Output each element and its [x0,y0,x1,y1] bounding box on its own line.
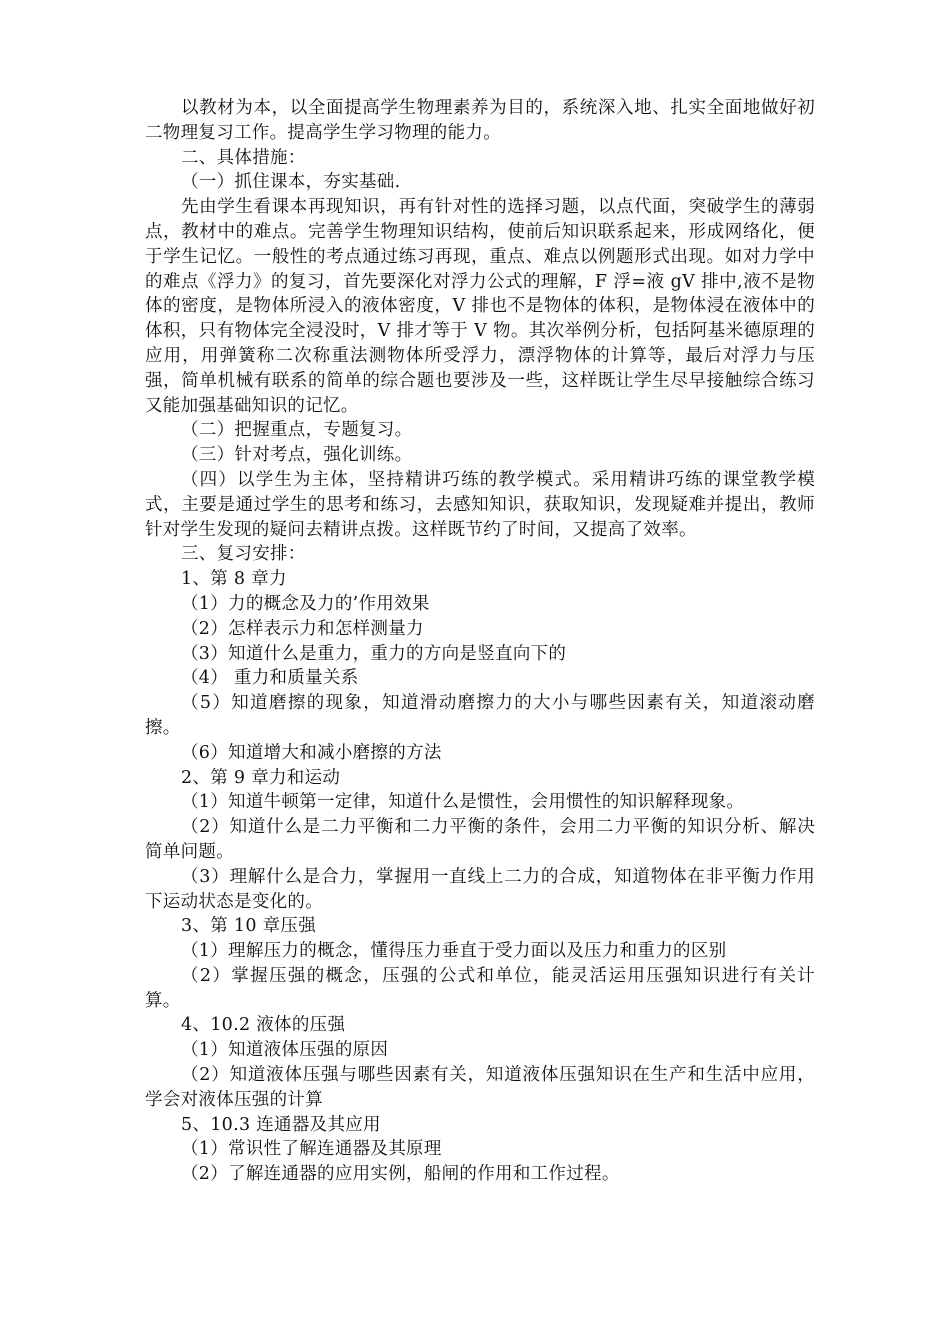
chapter-8-item-5: （5）知道磨擦的现象，知道滑动磨擦力的大小与哪些因素有关，知道滚动磨擦。 [145,693,815,738]
chapter-10-item-1: （1）理解压力的概念，懂得压力垂直于受力面以及压力和重力的区别 [181,941,727,962]
section-10-3-item-2: （2）了解连通器的应用实例，船闸的作用和工作过程。 [181,1164,620,1185]
section-10-3-title: 5、10.3 连通器及其应用 [181,1114,381,1135]
chapter-9-item-3: （3）理解什么是合力，掌握用一直线上二力的合成，知道物体在非平衡力作用下运动状态是变化的。 [145,866,815,912]
chapter-8-item-6: （6）知道增大和减小磨擦的方法 [181,742,442,763]
chapter-10-title: 3、第 10 章压强 [181,916,317,937]
chapter-10-item-2: （2）掌握压强的概念，压强的公式和单位，能灵活运用压强知识进行有关计算。 [145,965,815,1011]
subheading-measure-3: （三）针对考点，强化训练。 [181,445,413,466]
paragraph-measure-1-body: 先由学生看课本再现知识，再有针对性的选择习题，以点代面，突破学生的薄弱点，教材中的难点。完善学生物理知识结构，使前后知识联系起来，形成网络化，便于学生记忆。一般性的考点通过练习再现，重点、难点以例题形式出现。如对力学中的难点《浮力》的复习，首先要深化对浮力公式的理解，F 浮=液 gV 排中,液不是物体的密度，是物体所浸入的液体密度，V 排也不是物体的体积，是物体浸在液体中的体积，只有物体完全浸没时，V 排才等于 V 物。其次举例分析，包括阿基米德原理的应用，用弹簧称二次称重法测物体所受浮力，漂浮物体的计算等，最后对浮力与压强，简单机械有联系的简单的综合题也要涉及一些，这样既让学生尽早接触综合练习又能加强基础知识的记忆。 [145,197,815,416]
section-10-2-title: 4、10.2 液体的压强 [181,1015,346,1036]
document-body [145,96,815,1187]
subheading-measure-1: （一）抓住课本，夯实基础. [181,172,401,193]
paragraph-measure-4: （四）以学生为主体，坚持精讲巧练的教学模式。采用精讲巧练的课堂教学模式，主要是通过学生的思考和练习，去感知知识，获取知识，发现疑难并提出，教师针对学生发现的疑问去精讲点拨。这样既节约了时间，又提高了效率。 [145,469,815,540]
chapter-9-item-1: （1）知道牛顿第一定律，知道什么是惯性，会用惯性的知识解释现象。 [181,792,745,813]
chapter-9-item-2: （2）知道什么是二力平衡和二力平衡的条件，会用二力平衡的知识分析、解决简单问题。 [145,817,815,862]
chapter-8-item-4: （4） 重力和质量关系 [181,668,359,689]
heading-review-schedule: 三、复习安排： [181,544,306,565]
chapter-8-item-2: （2）怎样表示力和怎样测量力 [181,618,424,639]
paragraph-intro: 以教材为本，以全面提高学生物理素养为目的，系统深入地、扎实全面地做好初二物理复习工作。提高学生学习物理的能力。 [145,98,815,143]
section-10-2-item-2: （2）知道液体压强与哪些因素有关，知道液体压强知识在生产和生活中应用，学会对液体压强的计算 [145,1065,815,1110]
heading-specific-measures: 二、具体措施： [181,147,306,168]
section-10-3-item-1: （1）常识性了解连通器及其原理 [181,1139,442,1160]
chapter-8-item-1: （1）力的概念及力的’作用效果 [181,593,430,614]
chapter-8-title: 1、第 8 章力 [181,569,287,590]
chapter-8-item-3: （3）知道什么是重力，重力的方向是竖直向下的 [181,643,567,664]
chapter-9-title: 2、第 9 章力和运动 [181,767,341,788]
section-10-2-item-1: （1）知道液体压强的原因 [181,1040,389,1061]
subheading-measure-2: （二）把握重点，专题复习。 [181,420,413,441]
